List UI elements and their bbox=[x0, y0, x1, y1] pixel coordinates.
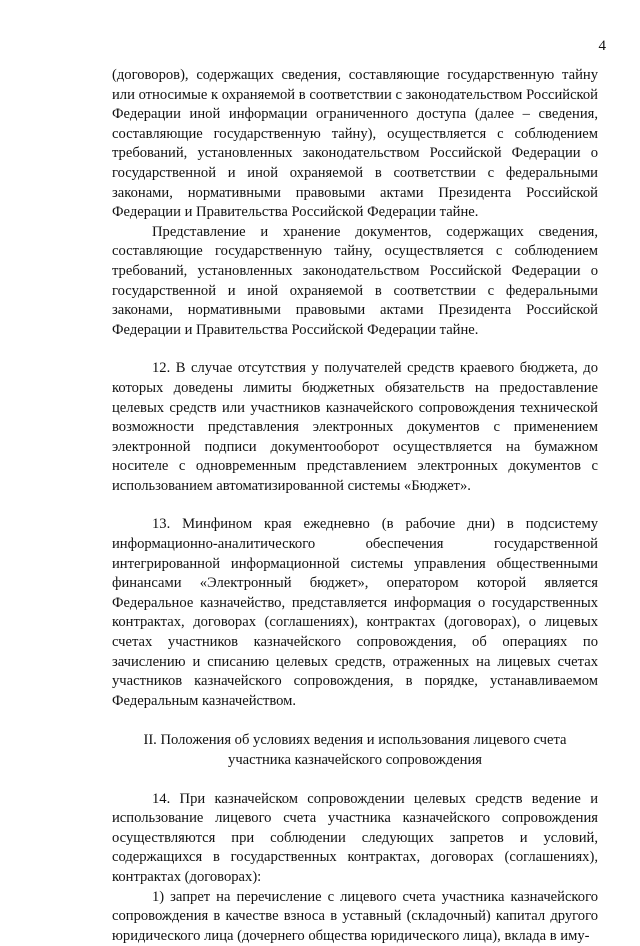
paragraph-item-14: 14. При казначейском сопровождении целевых средств ведение и использование лицевого счета участника казначейского сопровождения осуществляются при соблюдении следующих запретов и условий, содержащихся в государственных контрактах, договорах (соглашениях), контрактах (договорах): bbox=[112, 790, 598, 885]
document-body bbox=[112, 66, 598, 946]
paragraph-item-12: 12. В случае отсутствия у получателей средств краевого бюджета, до которых доведены лимиты бюджетных обязательств на предоставление целевых средств или участников казначейского сопровождения технической возможности представления электронных документов с применением электронной подписи документооборот осуществляется на бумажном носителе с одновременным представлением электронных документов с использованием автоматизированной системы «Бюджет». bbox=[112, 360, 598, 494]
paragraph-continuation: (договоров), содержащих сведения, составляющие государственную тайну или относимые к охраняемой в соответствии с законодательством Российской Федерации иной информации ограниченного доступа (далее – сведения, составляющие государственную тайну), осуществляется с соблюдением требований, установленных законодательством Российской Федерации о государственной и иной охраняемой в соответствии с федеральными законами, нормативными правовыми актами Президента Российской Федерации и Правительства Российской Федерации тайне. bbox=[112, 67, 598, 221]
section-heading: II. Положения об условиях ведения и использования лицевого счета участника казначейского сопровождения bbox=[143, 732, 567, 768]
paragraph-item-13: 13. Минфином края ежедневно (в рабочие дни) в подсистему информационно-аналитического обеспечения государственной интегрированной информационной системы управления общественными финансами «Электронный бюджет», оператором которой является Федеральное казначейство, представляется информация о государственных контрактах, договорах (соглашениях), контрактах (договорах), о лицевых счетах участников казначейского сопровождения, об операциях по зачислению и списанию целевых средств, отраженных на лицевых счетах участников казначейского сопровождения, в порядке, устанавливаемом Федеральным казначейством. bbox=[112, 516, 598, 709]
paragraph-subitem-1: 1) запрет на перечисление с лицевого счета участника казначейского сопровождения в качестве взноса в уставный (складочный) капитал другого юридического лица (дочернего общества юридического лица), вклада в иму- bbox=[112, 888, 598, 944]
paragraph-storage: Представление и хранение документов, содержащих сведения, составляющие государственную тайну, осуществляется с соблюдением требований, установленных законодательством Российской Федерации о государственной и иной охраняемой в соответствии с федеральными законами, нормативными правовыми актами Президента Российской Федерации и Правительства Российской Федерации тайне. bbox=[112, 223, 598, 338]
page-number: 4 bbox=[598, 38, 606, 54]
